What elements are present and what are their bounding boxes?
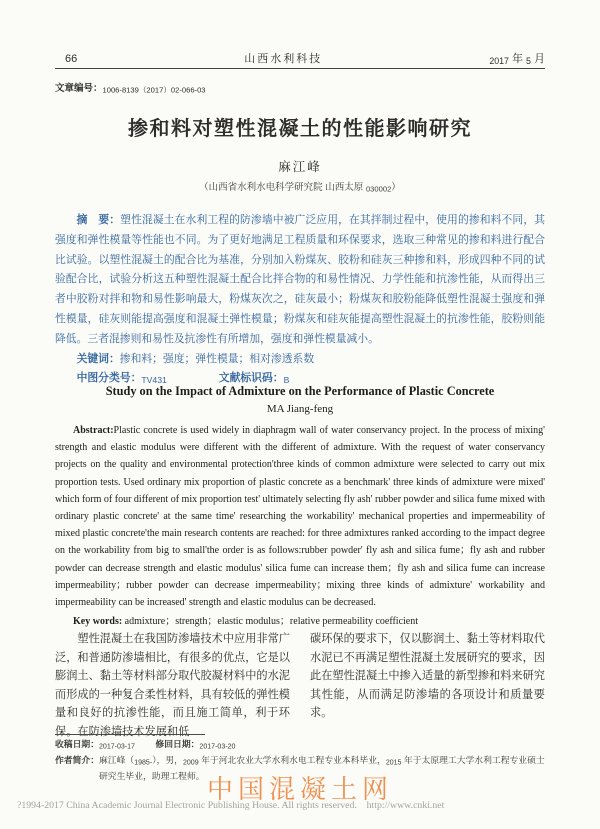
clc-label: 中图分类号： [76, 372, 142, 385]
english-section [55, 384, 545, 627]
english-keywords-text: admixture；strength；elastic modulus；relative permeability coefficient [124, 616, 419, 628]
keywords-text: 掺和料；强度；弹性模量；相对渗透系数 [119, 352, 315, 365]
received-date: 2017-03-17 [99, 743, 135, 751]
copyright-line: ?1994-2017 China Academic Journal Electronic Publishing House. All rights reserved. http://www.cnki.net [17, 800, 445, 811]
article-id-label: 文章编号： [55, 83, 103, 94]
english-title: Study on the Impact of Admixture on the Performance of Plastic Concrete [105, 384, 495, 398]
author-affiliation: （山西省水利水电科学研究院 山西太原 030002） [199, 182, 401, 194]
bio-label: 作者简介： [55, 755, 99, 766]
english-abstract-paragraph [55, 422, 545, 611]
page-number: 66 [65, 53, 78, 65]
abstract-paragraph [55, 211, 545, 350]
english-keywords-line [55, 612, 545, 627]
keywords-line [55, 350, 545, 370]
english-keywords-label: Key words: [73, 616, 123, 628]
doc-code-label: 文献标识码： [218, 372, 284, 385]
bio-text: 麻江峰（1985-），男，2009 年于河北农业大学水利水电工程专业本科毕业，2015 年于太原理工大学水利工程专业硕士研究生毕业，助理工程师。 [99, 755, 545, 782]
header-divider [55, 68, 545, 69]
abstract-label: 摘 要： [76, 214, 121, 226]
article-id-value: 1006-8139（2017）02-066-03 [102, 85, 206, 95]
revised-date: 2017-03-20 [199, 743, 236, 751]
chinese-abstract-block [55, 211, 545, 391]
footnote-dates-line [55, 738, 545, 754]
site-watermark: 中国混凝土网 [206, 774, 393, 804]
author-name: 麻江峰 [278, 160, 322, 174]
received-label: 收稿日期： [55, 739, 99, 749]
body-columns [55, 630, 545, 742]
running-head [55, 50, 545, 66]
journal-title: 山西水利科技 [244, 53, 323, 65]
doc-code-value: B [283, 375, 290, 386]
article-title: 掺和料对塑性混凝土的性能影响研究 [128, 118, 472, 140]
english-abstract-text: Plastic concrete is used widely in diaphragm wall of water conservancy project. In the process of mixing' strength and elastic modulus were different with the different of admixture. With the request of water conservancy projects on the quality and environmental protection'three kinds of common admixture were selected to carry out mix proportion tests. Used ordinary mix proportion of plastic concrete as a benchmark' three kinds of admixture were mixed' which form of four different of mix proportion test' ultimately selecting fly ash' rubber powder and silica fume mixed with ordinary plastic concrete' at the same time' researching the workability' mechanical properties and impermeability of mixed plastic concrete'the main research contents are reached: for three admixtures ranked according to the impact degree on the workability from big to small'the order is as follows:rubber powder' fly ash and silica fume；fly ash and rubber powder can decrease strength and elastic modulus' silica fume can increase them；fly ash and silica fume can increase impermeability；rubber powder can decrease impermeability；mixing three kinds of admixture' workability and impermeability can be increased' strength and elastic modulus can be decreased. [55, 425, 545, 609]
footnote-divider [55, 734, 205, 735]
revised-label: 修回日期： [155, 739, 200, 749]
body-column-right: 碳环保的要求下，仅以膨润土、黏土等材料取代水泥已不再满足塑性混凝土发展研究的要求，因此在塑性混凝土中掺入适量的新型掺和料来研究其性能，从而满足防渗墙的各项设计和质量要求。 [310, 633, 545, 720]
body-column-left: 塑性混凝土在我国防渗墙技术中应用非常广泛，和普通防渗墙相比，有很多的优点，它是以膨润土、黏土等材料部分取代胶凝材料中的水泥而形成的一种复合柔性材料，具有较低的弹性模量和良好的抗渗性能，而且施工简单，利于环保。在防渗墙技术发展和低 [55, 633, 290, 738]
issue-date: 2017 年 5 月 [489, 53, 545, 66]
english-abstract-label: Abstract: [73, 425, 114, 436]
keywords-label: 关键词： [76, 352, 120, 365]
english-author: MA Jiang-feng [266, 403, 334, 415]
article-id-line [55, 80, 545, 96]
abstract-text: 塑性混凝土在水利工程的防渗墙中被广泛应用，在其拌制过程中，使用的掺和料不同，其强度和弹性模量等性能也不同。为了更好地满足工程质量和环保要求，选取三种常见的掺和料进行配合比试验。以塑性混凝土的配合比为基准，分别加入粉煤灰、胶粉和硅灰三种掺和料，形成四种不同的试验配合比，试验分析这五种塑性混凝土配合比拌合物的和易性情况、力学性能和抗渗性能，从而得出三者中胶粉对拌和物和易性影响最大，粉煤灰次之，硅灰最小；粉煤灰和胶粉能降低塑性混凝土强度和弹性模量，硅灰则能提高强度和混凝土弹性模量；粉煤灰和硅灰能提高塑性混凝土的抗渗性能，胶粉则能降低。三者混掺则和易性及抗渗性有所增加，强度和弹性模量减小。 [55, 214, 546, 345]
clc-value: TV431 [141, 375, 167, 386]
